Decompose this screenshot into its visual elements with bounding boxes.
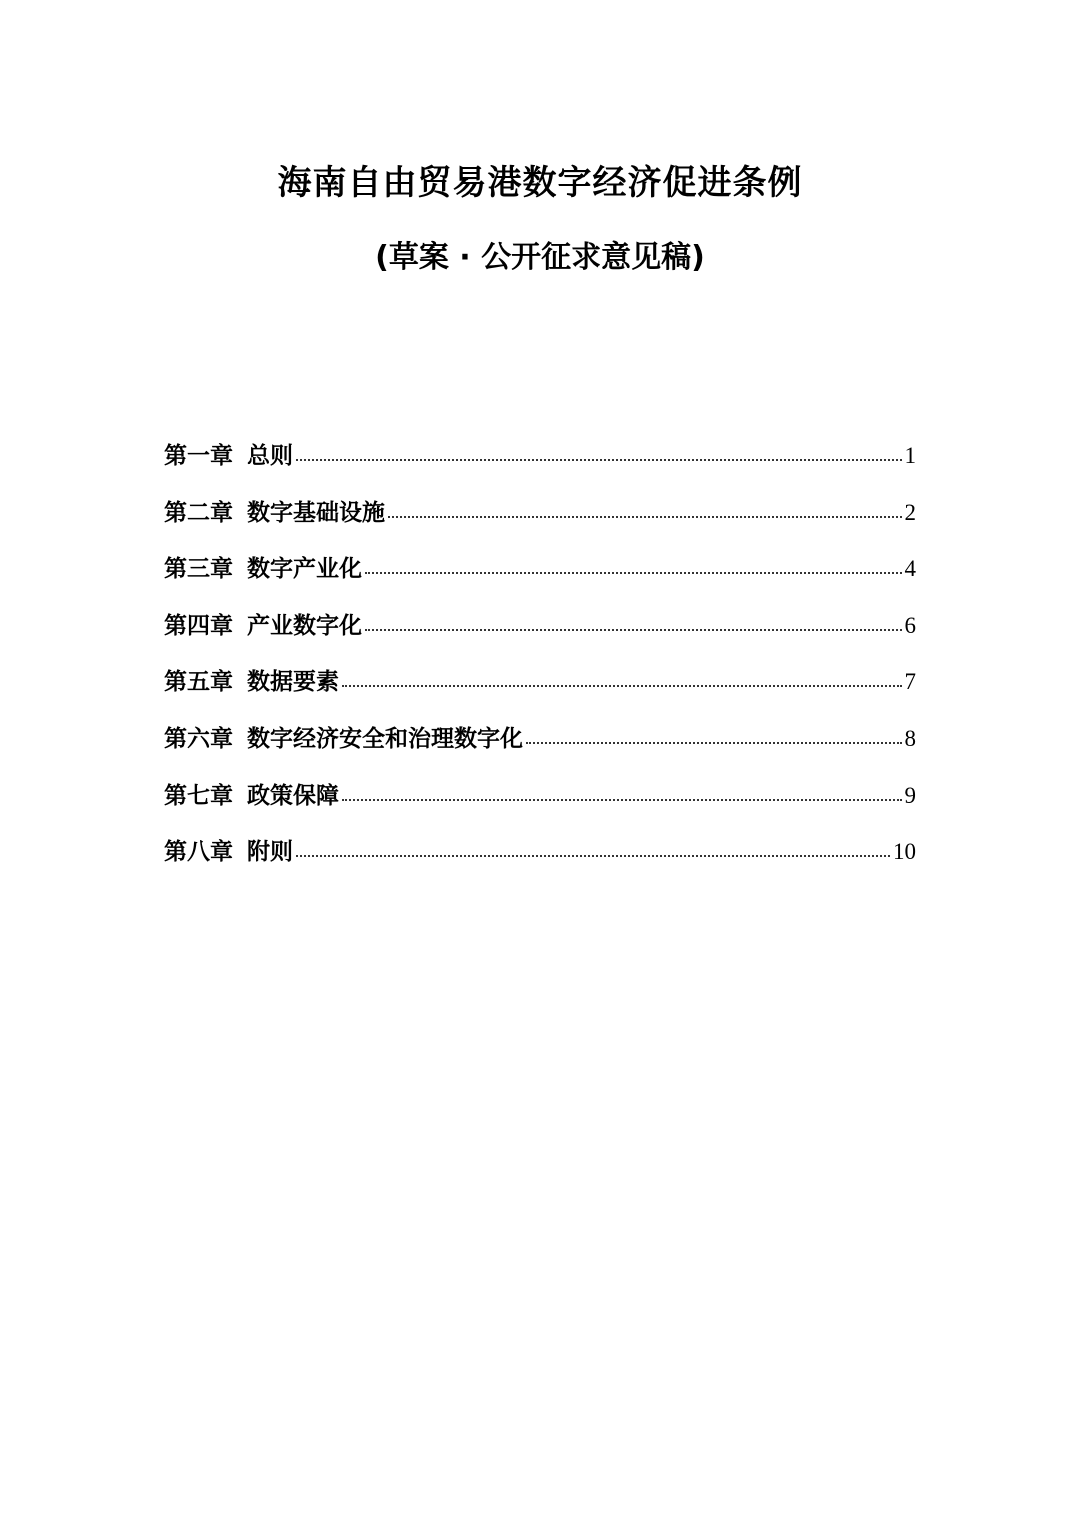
toc-chapter-number: 第四章: [164, 612, 233, 639]
toc-entry[interactable]: [164, 832, 916, 889]
toc-page-number: 4: [904, 556, 916, 582]
toc-chapter-number: 第七章: [164, 782, 233, 809]
toc-chapter-heading: 数字基础设施: [247, 499, 385, 526]
toc-chapter-number: 第一章: [164, 443, 233, 469]
toc-chapter-heading: 政策保障: [247, 782, 339, 809]
toc-chapter-number: 第二章: [164, 499, 233, 526]
toc-chapter-number: 第三章: [164, 556, 233, 583]
toc-entry[interactable]: [164, 662, 916, 719]
toc-dot-leader: [526, 741, 902, 744]
document-subtitle: (草案 · 公开征求意见稿): [375, 240, 705, 275]
toc-page-number: 6: [904, 612, 916, 638]
toc-page-number: 8: [904, 725, 916, 751]
toc-chapter-heading: 总则: [247, 443, 293, 469]
toc-entry[interactable]: [164, 776, 916, 833]
toc-page-number: 7: [904, 669, 916, 695]
toc-dot-leader: [342, 798, 902, 801]
toc-chapter-number: 第六章: [164, 725, 233, 752]
toc-chapter-number: 第五章: [164, 669, 233, 696]
toc-page-number: 10: [893, 839, 916, 865]
toc-entry[interactable]: [164, 493, 916, 550]
toc-page-number: 9: [904, 782, 916, 808]
toc-dot-leader: [342, 684, 902, 687]
toc-chapter-heading: 数字产业化: [247, 556, 362, 583]
toc-entry[interactable]: [164, 719, 916, 776]
toc-dot-leader: [365, 628, 902, 631]
toc-chapter-heading: 产业数字化: [247, 612, 362, 639]
toc-dot-leader: [296, 854, 890, 857]
toc-chapter-heading: 数据要素: [247, 669, 339, 696]
toc-page-number: 1: [904, 443, 916, 468]
toc-page-number: 2: [904, 499, 916, 525]
toc-chapter-heading: 附则: [247, 839, 293, 866]
toc-dot-leader: [296, 458, 902, 461]
toc-entry[interactable]: [164, 606, 916, 663]
toc-entry[interactable]: [164, 549, 916, 606]
toc-entry[interactable]: [164, 436, 916, 493]
toc-dot-leader: [388, 515, 902, 518]
table-of-contents: [164, 436, 916, 889]
toc-chapter-heading: 数字经济安全和治理数字化: [247, 725, 523, 752]
toc-dot-leader: [365, 571, 902, 574]
toc-chapter-number: 第八章: [164, 839, 233, 866]
document-title: 海南自由贸易港数字经济促进条例: [277, 163, 803, 203]
